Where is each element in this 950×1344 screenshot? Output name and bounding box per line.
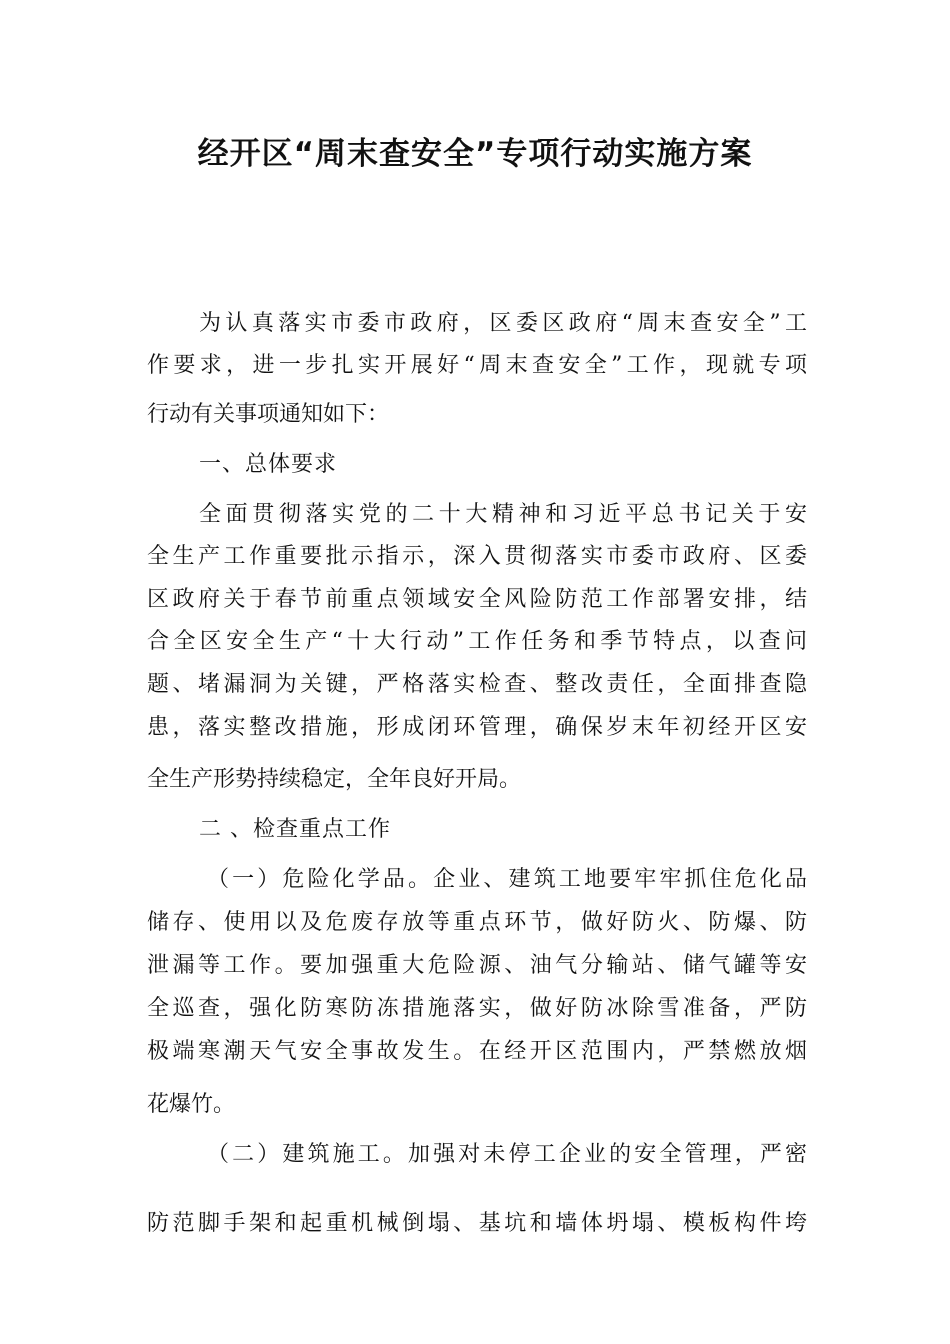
paragraph-line: 全生产工作重要批示指示，深入贯彻落实市委市政府、区委	[147, 544, 807, 569]
paragraph-line: （二）建筑施工。加强对未停工企业的安全管理，严密	[207, 1142, 807, 1167]
paragraph-line: 泄漏等工作。要加强重大危险源、油气分输站、储气罐等安	[147, 953, 807, 978]
paragraph-line: 合全区安全生产“十大行动”工作任务和季节特点，以查问	[147, 629, 807, 654]
section-heading: 二 、检查重点工作	[199, 817, 391, 842]
paragraph-line: 作要求，进一步扎实开展好“周末查安全”工作，现就专项	[147, 353, 807, 378]
paragraph-line: 题、堵漏洞为关键，严格落实检查、整改责任，全面排查隐	[147, 672, 807, 697]
paragraph-line: 极端寒潮天气安全事故发生。在经开区范围内，严禁燃放烟	[147, 1039, 807, 1064]
paragraph-line: 储存、使用以及危废存放等重点环节，做好防火、防爆、防	[147, 910, 807, 935]
document-title: 经开区“周末查安全”专项行动实施方案	[197, 136, 753, 172]
paragraph-line: 为认真落实市委市政府，区委区政府“周末查安全”工	[199, 311, 807, 336]
paragraph-line: 行动有关事项通知如下：	[147, 402, 390, 427]
paragraph-line: 全面贯彻落实党的二十大精神和习近平总书记关于安	[199, 502, 807, 527]
paragraph-line: 防范脚手架和起重机械倒塌、基坑和墙体坍塌、模板构件垮	[147, 1211, 807, 1236]
paragraph-line: 花爆竹。	[147, 1092, 236, 1117]
paragraph-line: 区政府关于春节前重点领域安全风险防范工作部署安排，结	[147, 587, 807, 612]
paragraph-line: 全生产形势持续稳定，全年良好开局。	[147, 767, 522, 792]
paragraph-line: 全巡查，强化防寒防冻措施落实，做好防冰除雪准备，严防	[147, 996, 807, 1021]
paragraph-line: （一）危险化学品。企业、建筑工地要牢牢抓住危化品	[207, 867, 807, 892]
paragraph-line: 患，落实整改措施，形成闭环管理，确保岁末年初经开区安	[147, 715, 807, 740]
section-heading: 一、总体要求	[199, 452, 338, 477]
